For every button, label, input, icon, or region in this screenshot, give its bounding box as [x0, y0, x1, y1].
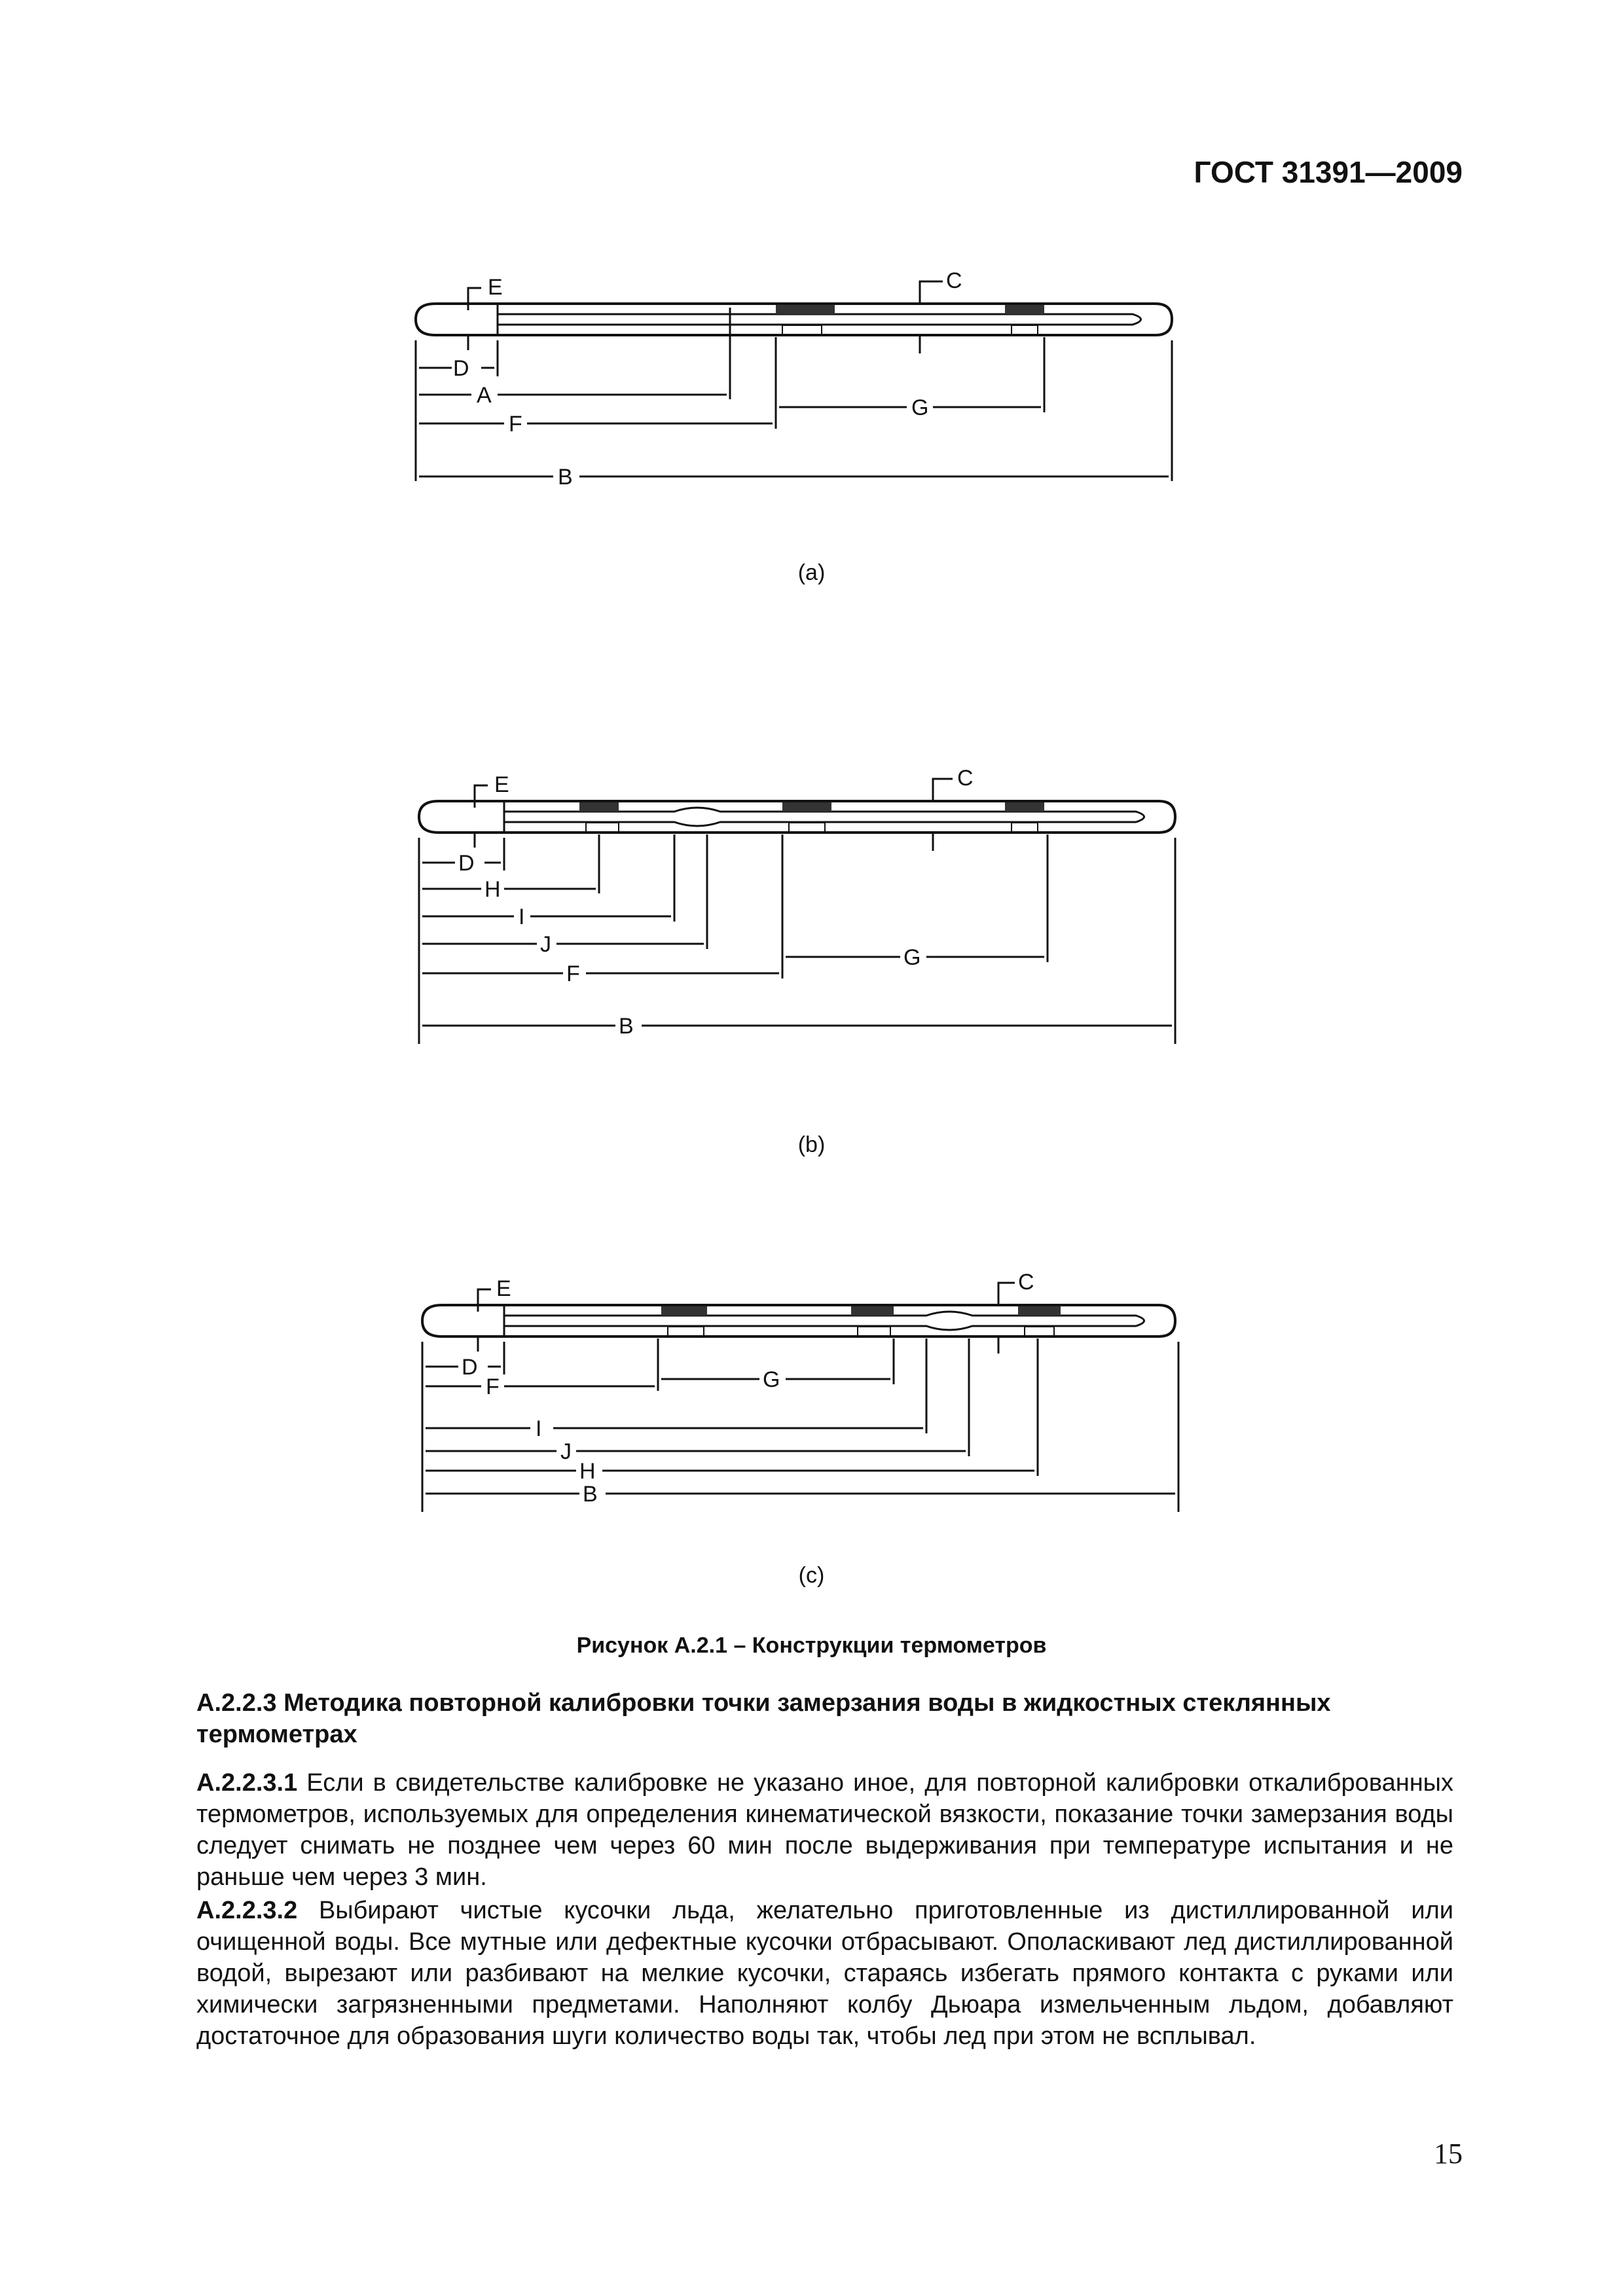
paragraph-2 — [196, 1895, 1453, 2052]
paragraph-1-number: А.2.2.3.1 — [196, 1769, 298, 1797]
paragraph-1 — [196, 1767, 1453, 1893]
thermometer-diagram-c — [0, 1257, 1623, 1584]
paragraph-1-text: Если в свидетельстве калибровке не указано иное, для повторной калибровки откалиброванных термометров, используемых для определения кинематической вязкости, показание точки замерзания воды следует снимать не позднее чем через 60 мин после выдерживания при температуре испытания и не раньше чем через 3 мин. — [196, 1769, 1453, 1891]
thermometer-diagram-b — [0, 753, 1623, 1145]
thermometer-body-c — [422, 1305, 1175, 1336]
label-I-c: I — [536, 1416, 542, 1441]
scale-a2 — [1005, 305, 1044, 314]
page-number: 15 — [1434, 2138, 1463, 2170]
paragraph-2-number: А.2.2.3.2 — [196, 1897, 298, 1924]
label-D-a: D — [453, 356, 469, 381]
label-D-b: D — [458, 851, 475, 876]
label-F-a: F — [509, 412, 522, 437]
label-B-a: B — [558, 465, 573, 490]
label-F-b: F — [566, 961, 580, 986]
label-F-c: F — [486, 1374, 500, 1399]
label-H-b: H — [484, 877, 501, 902]
figure-title: Рисунок А.2.1 – Конструкции термометров — [576, 1633, 1047, 1658]
label-J-b: J — [540, 932, 551, 957]
section-title: А.2.2.3 Методика повторной калибровки точки замерзания воды в жидкостных стеклянных термометрах — [196, 1689, 1331, 1748]
label-C-b: C — [957, 766, 974, 791]
label-E-a: E — [488, 275, 503, 300]
scale-a1 — [776, 305, 835, 314]
thermometer-capillary-a — [498, 314, 1141, 325]
label-C-c: C — [1018, 1270, 1034, 1295]
thermometer-diagram-a — [0, 0, 1623, 589]
figure-b-caption: (b) — [797, 1132, 826, 1157]
label-E-b: E — [494, 772, 509, 797]
label-B-c: B — [583, 1482, 598, 1507]
label-I-b: I — [519, 905, 525, 929]
label-G-a: G — [911, 395, 929, 420]
figure-c-caption: (c) — [798, 1563, 825, 1588]
label-H-c: H — [579, 1459, 596, 1484]
paragraph-2-text: Выбирают чистые кусочки льда, желательно приготовленные из дистиллированной или очищенной воды. Все мутные или дефектные кусочки отбрасывают. Ополаскивают лед дистиллированной водой, вырезают или разбивают на мелкие кусочки, стараясь избегать прямого контакта с руками или химически загрязненными предметами. Наполняют колбу Дьюара измельченным льдом, добавляют достаточное для образования шуги количество воды так, чтобы лед при этом не всплывал. — [196, 1897, 1453, 2050]
label-E-c: E — [496, 1276, 511, 1301]
label-C-a: C — [946, 268, 962, 293]
figure-a-caption: (a) — [797, 560, 826, 585]
label-J-c: J — [560, 1439, 572, 1464]
label-B-b: B — [619, 1014, 634, 1039]
label-A-a: A — [477, 383, 492, 408]
document-header: ГОСТ 31391—2009 — [1194, 155, 1463, 189]
label-G-b: G — [903, 945, 921, 970]
label-D-c: D — [462, 1355, 478, 1380]
label-G-c: G — [763, 1367, 780, 1392]
